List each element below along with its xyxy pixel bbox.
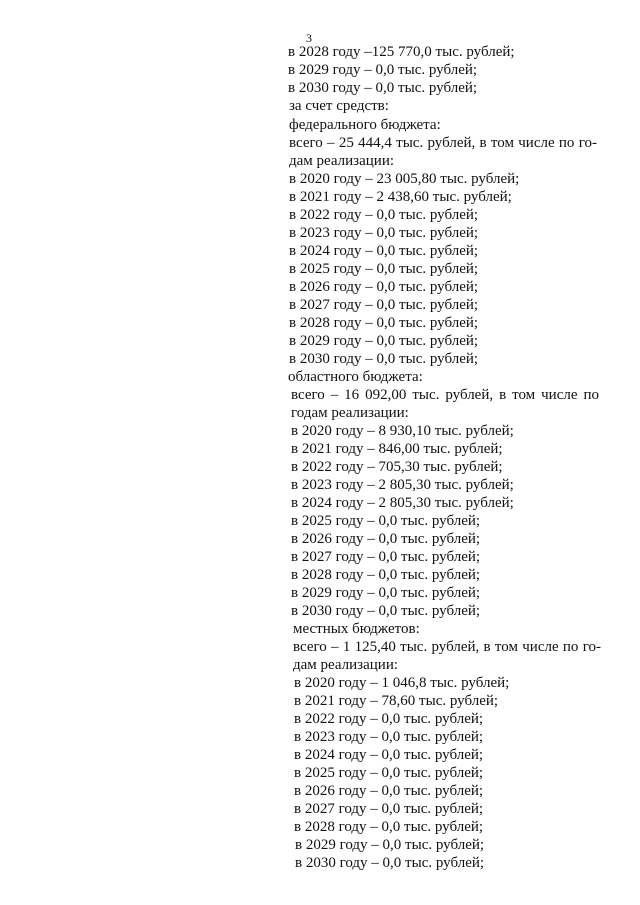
- text-line: в 2022 году – 705,30 тыс. рублей;: [291, 459, 503, 475]
- text-line: в 2022 году – 0,0 тыс. рублей;: [289, 207, 479, 223]
- text-line: в 2020 году – 1 046,8 тыс. рублей;: [294, 675, 510, 691]
- text-line: всего – 16 092,00 тыс. рублей, в том числе по: [291, 387, 599, 403]
- text-line: в 2028 году – 0,0 тыс. рублей;: [289, 315, 479, 331]
- text-line: в 2026 году – 0,0 тыс. рублей;: [289, 279, 479, 295]
- text-line: в 2022 году – 0,0 тыс. рублей;: [294, 711, 484, 727]
- text-line: в 2027 году – 0,0 тыс. рублей;: [294, 801, 484, 817]
- text-line: в 2021 году – 2 438,60 тыс. рублей;: [289, 189, 512, 205]
- text-line: в 2026 году – 0,0 тыс. рублей;: [294, 783, 484, 799]
- text-line: в 2029 году – 0,0 тыс. рублей;: [291, 585, 481, 601]
- text-line: годам реализации:: [291, 405, 409, 421]
- text-line: в 2029 году – 0,0 тыс. рублей;: [289, 333, 479, 349]
- text-line: в 2028 году – 0,0 тыс. рублей;: [294, 819, 484, 835]
- text-line: в 2020 году – 8 930,10 тыс. рублей;: [291, 423, 514, 439]
- text-line: в 2020 году – 23 005,80 тыс. рублей;: [289, 171, 520, 187]
- text-line: дам реализации:: [293, 657, 399, 673]
- text-line: в 2021 году – 846,00 тыс. рублей;: [291, 441, 503, 457]
- text-line: в 2023 году – 2 805,30 тыс. рублей;: [291, 477, 514, 493]
- text-line: областного бюджета:: [288, 369, 423, 385]
- text-line: в 2021 году – 78,60 тыс. рублей;: [294, 693, 499, 709]
- text-line: за счет средств:: [289, 98, 389, 114]
- text-line: в 2025 году – 0,0 тыс. рублей;: [294, 765, 484, 781]
- text-line: в 2029 году – 0,0 тыс. рублей;: [295, 837, 485, 853]
- text-line: в 2026 году – 0,0 тыс. рублей;: [291, 531, 481, 547]
- text-line: в 2027 году – 0,0 тыс. рублей;: [289, 297, 479, 313]
- text-line: в 2025 году – 0,0 тыс. рублей;: [289, 261, 479, 277]
- text-line: в 2024 году – 0,0 тыс. рублей;: [289, 243, 479, 259]
- text-line: федерального бюджета:: [289, 117, 441, 133]
- text-line: в 2030 году – 0,0 тыс. рублей;: [289, 351, 479, 367]
- text-line: всего – 25 444,4 тыс. рублей, в том числе по го-: [289, 135, 597, 151]
- text-line: в 2024 году – 2 805,30 тыс. рублей;: [291, 495, 514, 511]
- text-line: всего – 1 125,40 тыс. рублей, в том числе по го-: [293, 639, 601, 655]
- text-line: в 2023 году – 0,0 тыс. рублей;: [294, 729, 484, 745]
- text-line: в 2030 году – 0,0 тыс. рублей;: [291, 603, 481, 619]
- text-line: в 2028 году – 0,0 тыс. рублей;: [291, 567, 481, 583]
- text-line: местных бюджетов:: [293, 621, 420, 637]
- text-line: в 2025 году – 0,0 тыс. рублей;: [291, 513, 481, 529]
- text-line: в 2029 году – 0,0 тыс. рублей;: [288, 62, 478, 78]
- text-line: в 2027 году – 0,0 тыс. рублей;: [291, 549, 481, 565]
- text-line: в 2024 году – 0,0 тыс. рублей;: [294, 747, 484, 763]
- text-line: дам реализации:: [289, 153, 395, 169]
- page-number: 3: [306, 31, 312, 45]
- text-line: в 2023 году – 0,0 тыс. рублей;: [289, 225, 479, 241]
- text-line: в 2030 году – 0,0 тыс. рублей;: [295, 855, 485, 871]
- text-line: в 2030 году – 0,0 тыс. рублей;: [288, 80, 478, 96]
- text-line: в 2028 году –125 770,0 тыс. рублей;: [288, 44, 515, 60]
